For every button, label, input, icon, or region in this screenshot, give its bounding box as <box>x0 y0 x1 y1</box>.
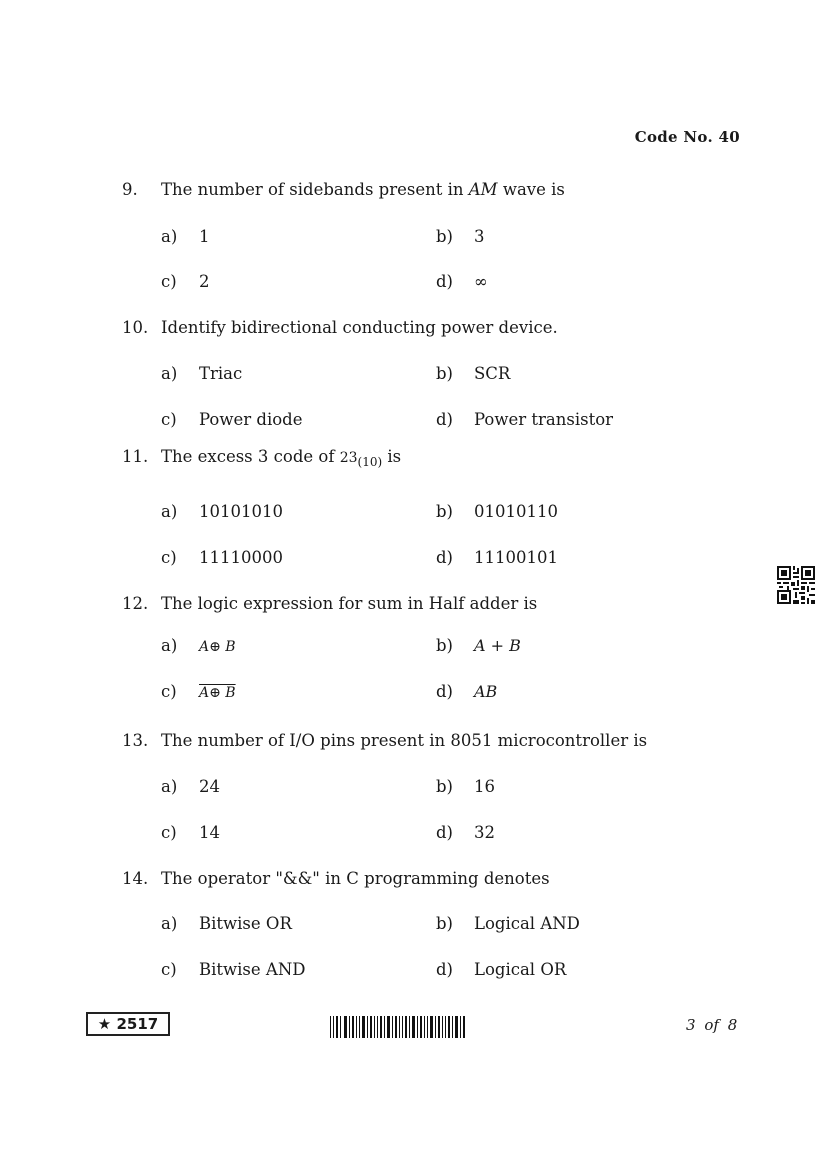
option-text: Power transistor <box>474 410 614 429</box>
option-text: Bitwise OR <box>199 914 292 933</box>
question-text-italic: AM <box>468 180 498 199</box>
option-text: 11100101 <box>474 548 558 567</box>
question-number: 10. <box>122 318 149 337</box>
question-13 <box>122 731 647 750</box>
option-text: 32 <box>474 823 495 842</box>
option-text: Power diode <box>199 410 303 429</box>
option-label: d) <box>436 960 453 979</box>
option-text: 1 <box>199 227 210 246</box>
option-a <box>161 636 236 655</box>
number-value: 23 <box>339 450 358 466</box>
question-text: The excess 3 code of <box>161 447 340 466</box>
option-label: d) <box>436 548 453 567</box>
question-text: Identify bidirectional conducting power device. <box>161 318 558 337</box>
option-label: a) <box>161 914 178 933</box>
page-current: 3 <box>686 1016 696 1034</box>
option-label: c) <box>161 960 177 979</box>
option-d <box>436 960 566 979</box>
option-text: Triac <box>199 364 243 383</box>
option-b <box>436 364 510 383</box>
option-c <box>161 823 220 842</box>
option-a <box>161 364 242 383</box>
option-text: 11110000 <box>199 548 283 567</box>
option-b <box>436 777 495 796</box>
option-a <box>161 914 292 933</box>
option-b <box>436 914 580 933</box>
page-of-label: of <box>704 1016 719 1034</box>
option-text: A⊕ B <box>199 639 236 655</box>
option-label: c) <box>161 682 177 701</box>
option-a <box>161 777 220 796</box>
option-text: 10101010 <box>199 502 283 521</box>
question-12 <box>122 594 537 613</box>
option-text: 2 <box>199 272 210 291</box>
option-label: b) <box>436 364 453 383</box>
option-label: b) <box>436 502 453 521</box>
option-a <box>161 227 210 246</box>
option-d <box>436 272 488 291</box>
question-10 <box>122 318 558 337</box>
code-number: Code No. 40 <box>634 128 740 146</box>
option-text: AB <box>474 682 498 701</box>
option-d <box>436 410 613 429</box>
barcode-icon <box>330 1016 466 1038</box>
option-text: 16 <box>474 777 495 796</box>
option-label: d) <box>436 272 453 291</box>
option-text: 3 <box>474 227 485 246</box>
number-base-subscript: (10) <box>357 455 383 469</box>
option-c <box>161 272 210 291</box>
option-c <box>161 548 283 567</box>
option-text: SCR <box>474 364 511 383</box>
option-b <box>436 227 485 246</box>
question-number: 11. <box>122 447 149 466</box>
question-text: The operator "&&" in C programming denotes <box>161 869 550 888</box>
option-label: c) <box>161 410 177 429</box>
option-c <box>161 410 303 429</box>
option-label: b) <box>436 914 453 933</box>
question-number: 9. <box>122 180 138 199</box>
option-label: c) <box>161 548 177 567</box>
option-label: c) <box>161 823 177 842</box>
option-label: b) <box>436 227 453 246</box>
star-icon: ★ <box>97 1015 112 1033</box>
option-label: a) <box>161 636 178 655</box>
option-c <box>161 682 236 701</box>
option-d <box>436 548 558 567</box>
question-9 <box>122 180 565 199</box>
option-label: b) <box>436 777 453 796</box>
option-c <box>161 960 306 979</box>
option-b <box>436 502 558 521</box>
paper-code-box <box>86 1012 170 1036</box>
option-text: Bitwise AND <box>199 960 306 979</box>
option-text: Logical OR <box>474 960 567 979</box>
question-14 <box>122 869 550 888</box>
option-label: d) <box>436 682 453 701</box>
option-text: 14 <box>199 823 220 842</box>
question-number: 14. <box>122 869 149 888</box>
question-text: The number of sidebands present in <box>161 180 469 199</box>
option-label: b) <box>436 636 453 655</box>
paper-code: 2517 <box>116 1015 159 1033</box>
page-total: 8 <box>727 1016 738 1034</box>
question-text: wave is <box>497 180 565 199</box>
option-label: a) <box>161 777 178 796</box>
question-number: 13. <box>122 731 149 750</box>
option-d <box>436 682 497 701</box>
question-number: 12. <box>122 594 149 613</box>
option-label: d) <box>436 823 453 842</box>
option-label: c) <box>161 272 177 291</box>
page-number <box>686 1016 737 1034</box>
option-b <box>436 636 521 655</box>
option-text: Logical AND <box>474 914 580 933</box>
option-label: a) <box>161 227 178 246</box>
question-text: The number of I/O pins present in 8051 microcontroller is <box>161 731 648 750</box>
option-text: A⊕ B <box>199 685 236 701</box>
option-label: a) <box>161 502 178 521</box>
option-text: ∞ <box>474 272 488 291</box>
qr-code-icon <box>777 566 815 604</box>
option-d <box>436 823 495 842</box>
question-text: The logic expression for sum in Half adder is <box>161 594 538 613</box>
option-a <box>161 502 283 521</box>
option-text: 01010110 <box>474 502 558 521</box>
option-text: A + B <box>474 636 521 655</box>
option-label: a) <box>161 364 178 383</box>
question-11 <box>122 447 401 469</box>
question-text: is <box>382 447 402 466</box>
option-text: 24 <box>199 777 220 796</box>
option-label: d) <box>436 410 453 429</box>
